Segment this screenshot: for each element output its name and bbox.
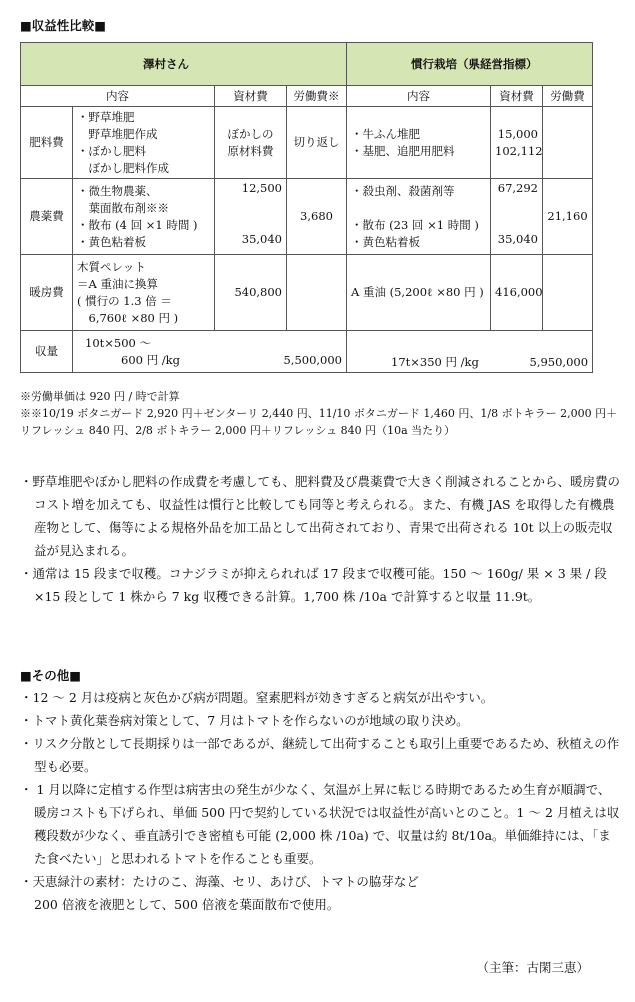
cell-shuryo-kanko: 17t×350 円 /kg 5,950,000 xyxy=(347,331,593,373)
cell-noyaku-rodo-2: 21,160 xyxy=(543,179,593,255)
cell-hiryo-rodo: 切り返し xyxy=(287,107,347,179)
header-sawamura: 澤村さん xyxy=(21,43,347,86)
cell-danbo-rodo xyxy=(287,255,347,331)
row-label-noyaku: 農薬費 xyxy=(21,179,73,255)
cell-danbo-content: 木質ペレット ＝A 重油に換算 ( 慣行の 1.3 倍 ＝ 6,760ℓ ×80 円 ) xyxy=(73,255,215,331)
subheader-shizai-2: 資材費 xyxy=(491,86,543,107)
summary-bullet-1: ・野草堆肥やぼかし肥料の作成費を考慮しても、肥料費及び農薬費で大きく削減されることから、暖房費のコスト増を加えても、収益性は慣行と比較しても同等と考えられる。また、有機 JAS を取得した有機農産物として、傷等による規格外品を加工品として出荷されており、青果で出荷される 10t 以上の販売収益が見込まれる。 xyxy=(20,474,621,558)
cell-hiryo-shizai: ぼかしの 原材料費 xyxy=(215,107,287,179)
note-spray-detail: ※※10/19 ボタニガード 2,920 円＋ゼンターリ 2,440 円、11/10 ボタニガード 1,460 円、1/8 ボトキラー 2,000 円＋リフレッシュ 840 円、2/8 ボトキラー 2,000 円＋リフレッシュ 840 円（10a 当たり） xyxy=(20,407,618,437)
author-signature: （主筆：古閑三恵） xyxy=(476,960,589,975)
cell-danbo-shizai: 540,800 xyxy=(215,255,287,331)
other-item-2: ・トマト黄化葉巻病対策として、7 月はトマトを作らないのが地域の取り決め。 xyxy=(20,713,469,728)
subheader-rodo-2: 労働費 xyxy=(543,86,593,107)
summary-bullets xyxy=(20,470,620,608)
cell-noyaku-rodo: 3,680 xyxy=(287,179,347,255)
row-label-danbo: 暖房費 xyxy=(21,255,73,331)
note-labor-rate: ※労働単価は 920 円 / 時で計算 xyxy=(20,390,180,403)
other-item-6: 200 倍液を液肥として、500 倍液を葉面散布で使用。 xyxy=(34,897,340,912)
cell-hiryo-content: ・野草堆肥 野草堆肥作成 ・ぼかし肥料 ぼかし肥料作成 xyxy=(73,107,215,179)
comparison-table xyxy=(20,42,593,373)
cell-danbo-shizai-2: 416,000 xyxy=(491,255,543,331)
header-kanko: 慣行栽培（県経営指標） xyxy=(347,43,593,86)
other-item-1: ・12 〜 2 月は疫病と灰色かび病が問題。窒素肥料が効きすぎると病気が出やすい。 xyxy=(20,690,494,705)
total-sawamura: 5,500,000 xyxy=(283,352,342,367)
other-bullets xyxy=(20,686,620,916)
subheader-shizai: 資材費 xyxy=(215,86,287,107)
section-heading-other: ■その他■ xyxy=(20,668,82,683)
row-label-shuryo: 収量 xyxy=(21,331,73,373)
cell-noyaku-shizai-2: 67,292 35,040 xyxy=(491,179,543,255)
cell-hiryo-content-2: ・牛ふん堆肥 ・基肥、追肥用肥料 xyxy=(347,107,491,179)
other-item-3: ・リスク分散として長期採りは一部であるが、継続して出荷することも取引上重要であるため、秋植えの作型も必要。 xyxy=(20,736,620,774)
cell-danbo-content-2: A 重油 (5,200ℓ ×80 円 ) xyxy=(347,255,491,331)
cell-noyaku-shizai: 12,500 35,040 xyxy=(215,179,287,255)
cell-hiryo-rodo-2 xyxy=(543,107,593,179)
total-kanko: 5,950,000 xyxy=(529,355,589,369)
summary-bullet-2: ・通常は 15 段まで収穫。コナジラミが抑えられれば 17 段まで収穫可能。150 〜 160g/ 果 × 3 果 / 段 ×15 段として 1 株から 7 kg 収穫できる計算。1,700 株 /10a で計算すると収量 11.9t。 xyxy=(20,566,607,604)
cell-shuryo-sawamura: 10t×500 〜 600 円 /kg 5,500,000 xyxy=(73,331,347,373)
cell-danbo-rodo-2 xyxy=(543,255,593,331)
other-item-4: ・ 1 月以降に定植する作型は病害虫の発生が少なく、気温が上昇に転じる時期であるため生育が順調で、暖房コストも下げられ、単価 500 円で契約している状況では収益性が高いとのこと。1 〜 2 月植えは収穫段数が少なく、垂直誘引でき密植も可能 (2,000 株 /10a) で、収量は約 8t/10a。単価維持には、「また食べたい」と思われるトマトを作ることも重要。 xyxy=(20,782,620,866)
table-notes xyxy=(20,388,620,439)
cell-hiryo-shizai-2: 15,000 102,112 xyxy=(491,107,543,179)
other-item-5: ・天恵緑汁の素材：たけのこ、海藻、セリ、あけび、トマトの脇芽など xyxy=(20,874,419,889)
subheader-naiyo: 内容 xyxy=(21,86,215,107)
subheader-naiyo-2: 内容 xyxy=(347,86,491,107)
cell-noyaku-content-2: ・殺虫剤、殺菌剤等 ・散布 (23 回 ×1 時間 ) ・黄色粘着板 xyxy=(347,179,491,255)
cell-noyaku-content: ・微生物農薬、 葉面散布剤※※ ・散布 (4 回 ×1 時間 ) ・黄色粘着板 xyxy=(73,179,215,255)
row-label-hiryo: 肥料費 xyxy=(21,107,73,179)
section-heading-profit: ■収益性比較■ xyxy=(20,18,107,33)
subheader-rodo: 労働費※ xyxy=(287,86,347,107)
